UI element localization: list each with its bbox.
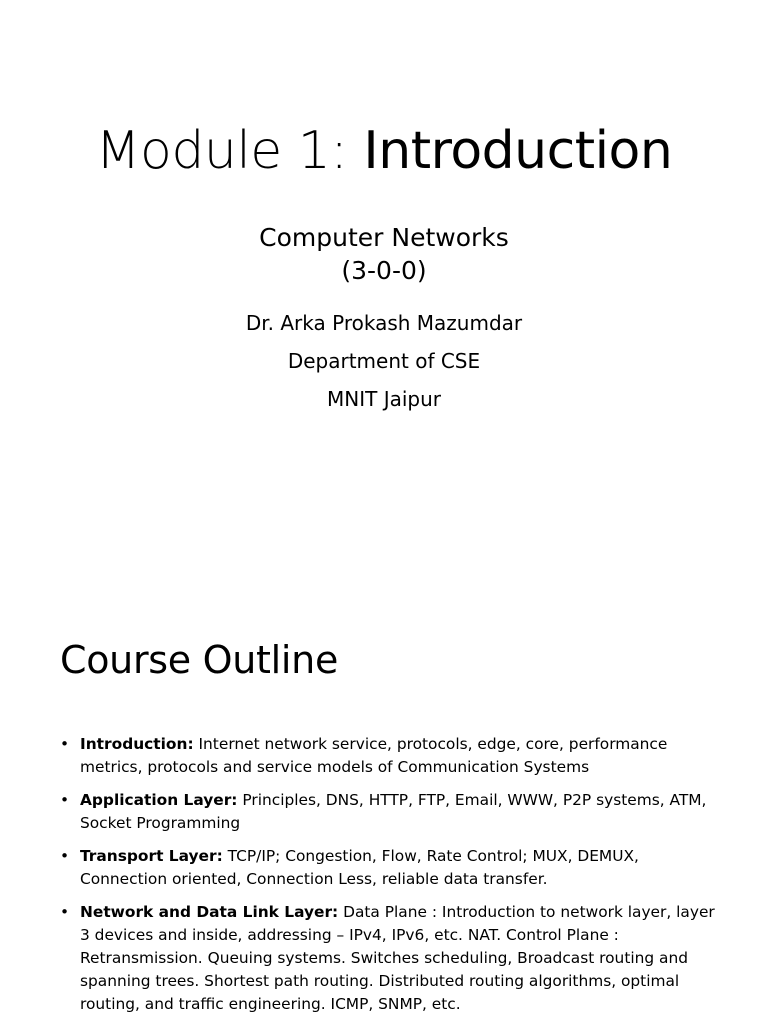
item-body: Data Plane : Introduction to network layer, layer 3 devices and inside, addressing – IPv4, IPv6, etc. NAT. Control Plane : Retransmission. Queuing systems. Switches scheduling, Broadcast routing and spanning trees. Shortest path routing. Distributed routing algorithms, optimal routing, and traffic engineering. ICMP, SNMP, etc. (80, 903, 715, 1013)
bullet-icon: • (60, 903, 70, 921)
item-heading: Network and Data Link Layer: (80, 903, 339, 921)
institute-name: MNIT Jaipur (327, 387, 441, 411)
slide-title (0, 116, 768, 186)
item-heading: Application Layer: (80, 791, 238, 809)
course-credits: (3-0-0) (341, 256, 427, 285)
outline-list (60, 733, 720, 1026)
outline-item-application-layer (60, 789, 720, 835)
item-heading: Introduction: (80, 735, 194, 753)
subtitle-block (0, 221, 768, 287)
author-block (0, 304, 768, 418)
item-body: TCP/IP; Congestion, Flow, Rate Control; MUX, DEMUX, Connection oriented, Connection Less, reliable data transfer. (80, 847, 639, 888)
item-body: Principles, DNS, HTTP, FTP, Email, WWW, P2P systems, ATM, Socket Programming (80, 791, 707, 832)
bullet-icon: • (60, 735, 70, 753)
outline-title: Course Outline (60, 638, 339, 682)
item-body: Internet network service, protocols, edge, core, performance metrics, protocols and service models of Communication Systems (80, 735, 668, 776)
outline-item-network-layer (60, 901, 720, 1016)
bullet-icon: • (60, 791, 70, 809)
title-prefix: Module 1: (95, 121, 364, 181)
outline-item-introduction (60, 733, 720, 779)
department-name: Department of CSE (287, 349, 481, 373)
outline-item-transport-layer (60, 845, 720, 891)
author-name: Dr. Arka Prokash Mazumdar (245, 311, 523, 335)
bullet-icon: • (60, 847, 70, 865)
item-heading: Transport Layer: (80, 847, 223, 865)
course-name: Computer Networks (259, 223, 509, 252)
title-main: Introduction (363, 121, 673, 181)
